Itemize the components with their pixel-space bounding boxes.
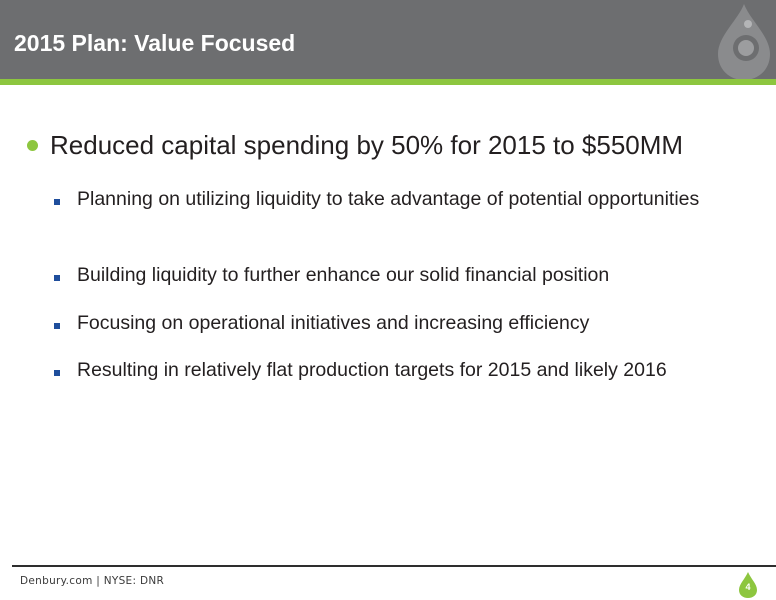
sub-bullet xyxy=(54,312,737,338)
sub-bullet xyxy=(54,188,737,214)
footer-text: Denbury.com | NYSE: DNR xyxy=(20,575,165,587)
slide-header xyxy=(0,0,776,79)
main-bullet-text: Reduced capital spending by 50% for 2015 to $550MM xyxy=(50,130,684,160)
page-number: 4 xyxy=(745,582,751,592)
blue-square-icon xyxy=(54,370,60,376)
sub-bullet-text: Focusing on operational initiatives and increasing efficiency xyxy=(77,312,590,334)
denbury-drop-logo-icon xyxy=(712,0,776,80)
sub-bullet-text: Resulting in relatively flat production targets for 2015 and likely 2016 xyxy=(77,359,667,381)
slide-title: 2015 Plan: Value Focused xyxy=(14,30,296,56)
sub-bullet-text: Planning on utilizing liquidity to take advantage of potential opportunities xyxy=(77,188,700,210)
main-bullet xyxy=(27,130,683,160)
header-accent-bar xyxy=(0,79,776,85)
footer-divider xyxy=(12,565,776,567)
green-dot-icon xyxy=(27,140,38,151)
blue-square-icon xyxy=(54,275,60,281)
blue-square-icon xyxy=(54,199,60,205)
sub-bullet xyxy=(54,359,737,385)
sub-bullet xyxy=(54,264,737,290)
sub-bullet-text: Building liquidity to further enhance our solid financial position xyxy=(77,264,610,286)
blue-square-icon xyxy=(54,323,60,329)
